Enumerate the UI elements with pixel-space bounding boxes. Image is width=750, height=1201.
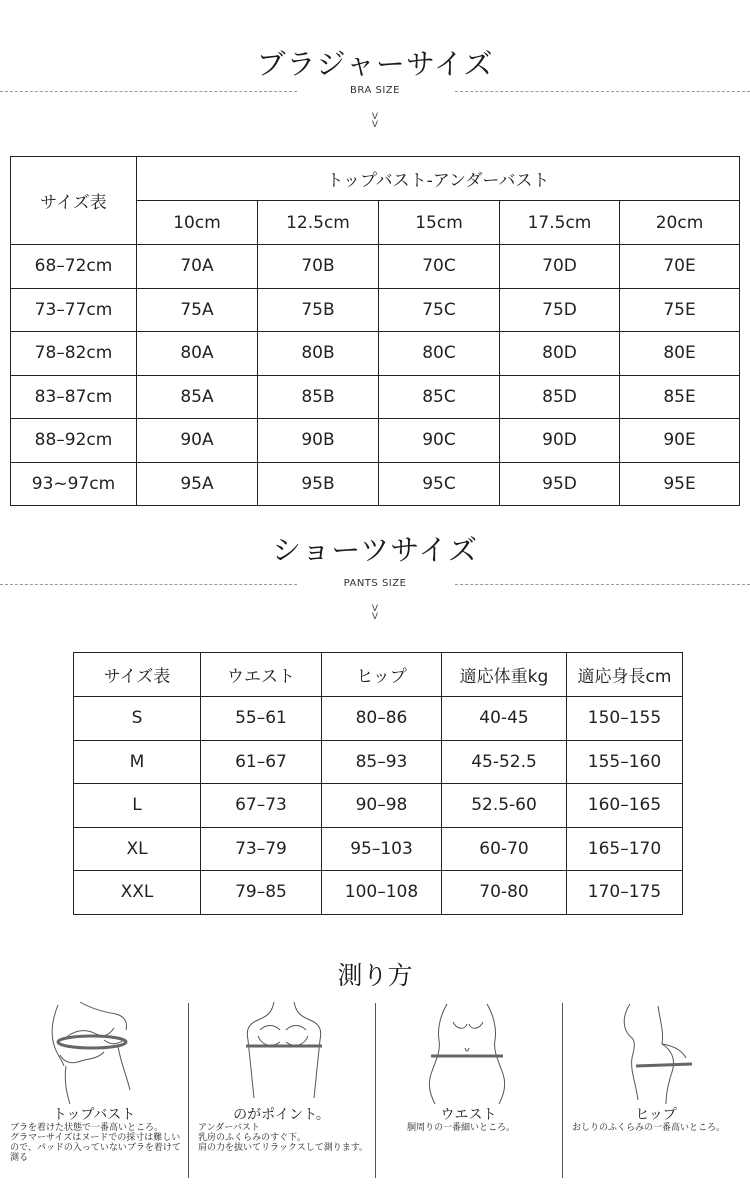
bra-cell: 85C [379, 375, 500, 419]
bra-cell: 75B [258, 288, 379, 332]
bra-cell: 80E [620, 332, 740, 376]
bra-cell: 80D [500, 332, 620, 376]
bra-cell: 95E [620, 462, 740, 506]
how-to-measure-title: 測り方 [337, 961, 413, 990]
bra-cell: 90B [258, 419, 379, 463]
pants-subtitle: PANTS SIZE [343, 578, 407, 589]
bra-section-title: ブラジャーサイズ [256, 47, 494, 81]
measure-panel-hip [562, 1000, 750, 1180]
pants-column-header: サイズ表 [74, 653, 201, 697]
tape-measure [636, 1064, 692, 1066]
chevron-down-icon: V V [371, 112, 379, 130]
dashed-divider-right [455, 584, 750, 585]
bra-cell: 85E [620, 375, 740, 419]
pants-size-table [73, 652, 683, 915]
bra-cell: 70B [258, 245, 379, 289]
pants-column-header: 適応体重kg [442, 653, 567, 697]
bra-cell: 95C [379, 462, 500, 506]
bra-cell: 70D [500, 245, 620, 289]
pants-cell: 79–85 [201, 871, 322, 915]
pants-column-header: ウエスト [201, 653, 322, 697]
table-row [11, 288, 740, 332]
pants-section-title: ショーツサイズ [272, 533, 478, 567]
pants-cell: L [74, 784, 201, 828]
bra-cell: 90A [137, 419, 258, 463]
top-bust-figure-icon [0, 1000, 188, 1104]
bra-cell: 75D [500, 288, 620, 332]
bra-cell: 80B [258, 332, 379, 376]
pants-cell: 55–61 [201, 697, 322, 741]
description-line: おしりのふくらみの一番高いところ。 [572, 1123, 726, 1133]
description-line: グラマーサイズはヌードでの採寸は難しいので、パッドの入っていないブラを着けて測る [10, 1133, 181, 1163]
bra-cell: 93~97cm [11, 462, 137, 506]
bra-cell: 95A [137, 462, 258, 506]
bra-header-group: トップバスト-アンダーバスト [137, 157, 740, 201]
table-row [11, 462, 740, 506]
top-bust-description [10, 1123, 182, 1163]
description-line: アンダーバスト [198, 1123, 260, 1133]
pants-cell: 45-52.5 [442, 740, 567, 784]
measure-panel-under-bust [188, 1000, 375, 1180]
table-row [11, 245, 740, 289]
description-line: 胴周りの一番細いところ。 [407, 1123, 516, 1133]
bra-cell: 78–82cm [11, 332, 137, 376]
dashed-divider-right [455, 91, 750, 92]
bra-cell: 85B [258, 375, 379, 419]
pants-cell: 52.5-60 [442, 784, 567, 828]
table-row [74, 740, 683, 784]
hip-figure-icon [562, 1000, 750, 1104]
pants-cell: M [74, 740, 201, 784]
pants-cell: 155–160 [567, 740, 683, 784]
bra-cell: 95B [258, 462, 379, 506]
table-row [11, 332, 740, 376]
bra-size-table [10, 156, 740, 506]
under-bust-description [198, 1123, 369, 1153]
pants-cell: 170–175 [567, 871, 683, 915]
under-bust-label: のがポイント。 [233, 1107, 330, 1123]
top-bust-label: トップバスト [52, 1107, 136, 1123]
bra-cell: 75C [379, 288, 500, 332]
pants-cell: 165–170 [567, 827, 683, 871]
bra-cell: 75E [620, 288, 740, 332]
bra-column-header: 12.5cm [258, 201, 379, 245]
pants-cell: 85–93 [322, 740, 442, 784]
pants-cell: 60-70 [442, 827, 567, 871]
description-line: 乳房のふくらみのすぐ下。 [198, 1133, 307, 1143]
pants-cell: XL [74, 827, 201, 871]
pants-cell: S [74, 697, 201, 741]
bra-cell: 70C [379, 245, 500, 289]
pants-subtitle-row [0, 578, 750, 592]
pants-cell: XXL [74, 871, 201, 915]
bra-cell: 75A [137, 288, 258, 332]
bra-subtitle-row [0, 85, 750, 99]
table-row [11, 375, 740, 419]
bra-cell: 70A [137, 245, 258, 289]
table-row [74, 827, 683, 871]
bra-cell: 70E [620, 245, 740, 289]
table-row [74, 697, 683, 741]
chevron-down-icon: V V [371, 604, 379, 622]
pants-cell: 73–79 [201, 827, 322, 871]
bra-cell: 80C [379, 332, 500, 376]
waist-figure-icon [375, 1000, 562, 1104]
pants-cell: 40-45 [442, 697, 567, 741]
pants-cell: 61–67 [201, 740, 322, 784]
pants-cell: 80–86 [322, 697, 442, 741]
table-row [11, 419, 740, 463]
bra-header-corner: サイズ表 [11, 157, 137, 245]
bra-cell: 85A [137, 375, 258, 419]
bra-subtitle: BRA SIZE [350, 85, 400, 96]
bra-cell: 68–72cm [11, 245, 137, 289]
pants-cell: 150–155 [567, 697, 683, 741]
waist-description [407, 1123, 556, 1133]
bra-cell: 73–77cm [11, 288, 137, 332]
bra-cell: 83–87cm [11, 375, 137, 419]
table-row [74, 871, 683, 915]
pants-cell: 90–98 [322, 784, 442, 828]
bra-cell: 95D [500, 462, 620, 506]
pants-column-header: 適応身長cm [567, 653, 683, 697]
waist-label: ウエスト [440, 1107, 497, 1123]
bra-column-header: 17.5cm [500, 201, 620, 245]
pants-cell: 67–73 [201, 784, 322, 828]
under-bust-figure-icon [188, 1000, 375, 1104]
table-row [74, 784, 683, 828]
hip-description [572, 1123, 744, 1133]
bra-cell: 80A [137, 332, 258, 376]
description-line: ブラを着けた状態で一番高いところ。 [10, 1123, 164, 1133]
description-line: 肩の力を抜いてリラックスして測ります。 [198, 1143, 369, 1153]
tape-measure [58, 1036, 126, 1048]
pants-cell: 70-80 [442, 871, 567, 915]
pants-cell: 100–108 [322, 871, 442, 915]
measure-panel-waist [375, 1000, 562, 1180]
bra-column-header: 10cm [137, 201, 258, 245]
bra-column-header: 15cm [379, 201, 500, 245]
measure-panel-top-bust [0, 1000, 188, 1180]
bra-cell: 90C [379, 419, 500, 463]
hip-label: ヒップ [635, 1107, 677, 1123]
pants-cell: 160–165 [567, 784, 683, 828]
bra-cell: 85D [500, 375, 620, 419]
bra-cell: 90E [620, 419, 740, 463]
bra-column-header: 20cm [620, 201, 740, 245]
pants-column-header: ヒップ [322, 653, 442, 697]
bra-cell: 88–92cm [11, 419, 137, 463]
pants-cell: 95–103 [322, 827, 442, 871]
bra-cell: 90D [500, 419, 620, 463]
